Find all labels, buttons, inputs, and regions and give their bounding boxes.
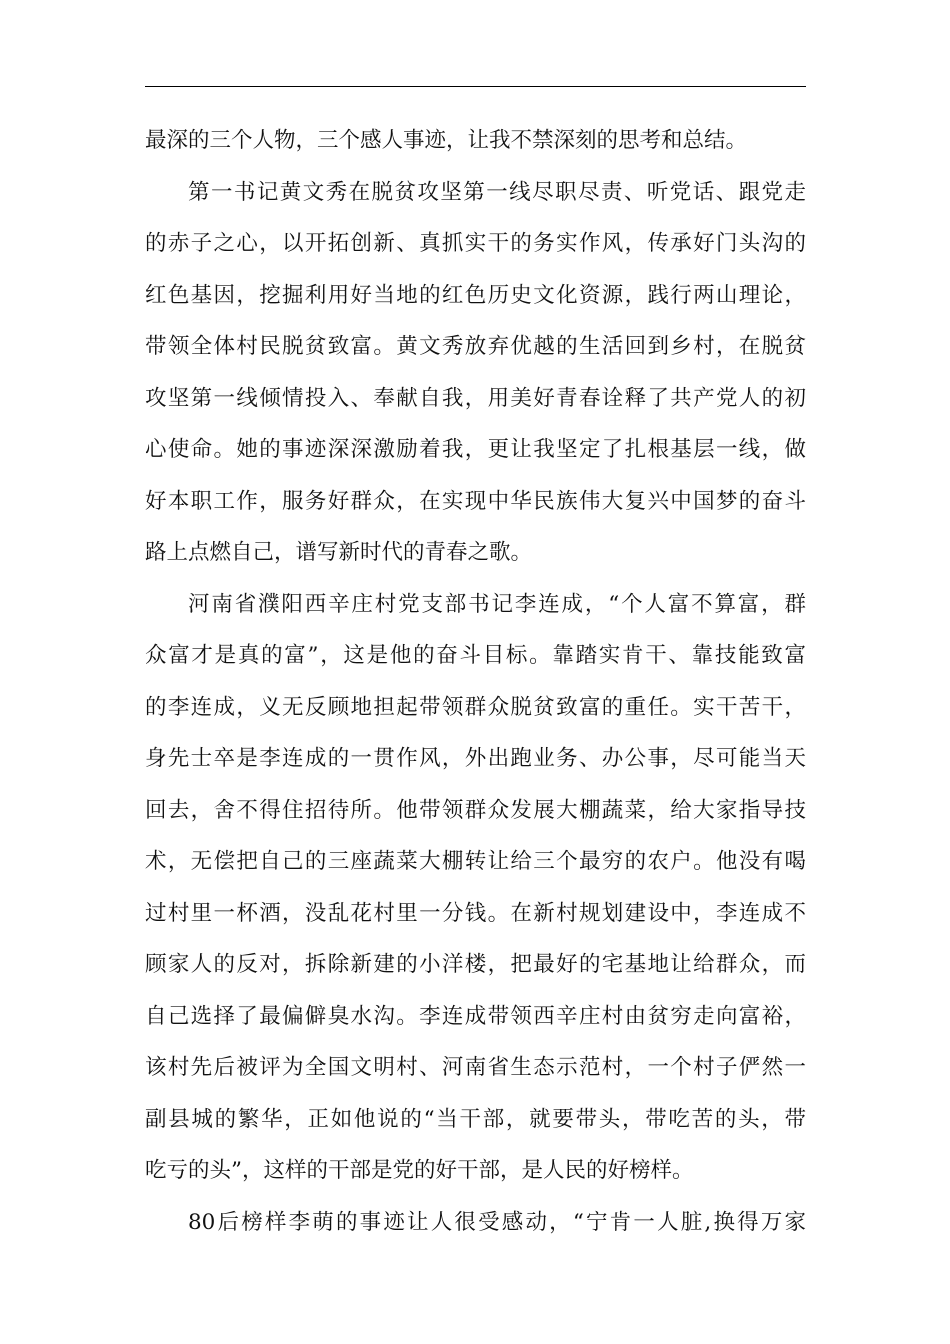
text-line: 最深的三个人物，三个感人事迹，让我不禁深刻的思考和总结。 xyxy=(145,128,748,153)
text-line: 回去，舍不得住招待所。他带领群众发展大棚蔬菜，给大家指导技 xyxy=(145,797,806,823)
text-line: 该村先后被评为全国文明村、河南省生态示范村，一个村子俨然一 xyxy=(145,1055,806,1080)
text-line: 众富才是真的富”，这是他的奋斗目标。靠踏实肯干、靠技能致富 xyxy=(145,643,806,668)
text-line: 副县城的繁华，正如他说的“当干部，就要带头，带吃苦的头，带 xyxy=(145,1106,806,1132)
text-line: 过村里一杯酒，没乱花村里一分钱。在新村规划建设中，李连成不 xyxy=(145,900,806,926)
text-line: 攻坚第一线倾情投入、奉献自我，用美好青春诠释了共产党人的初 xyxy=(145,385,806,411)
header-rule xyxy=(145,86,806,87)
text-line: 顾家人的反对，拆除新建的小洋楼，把最好的宅基地让给群众，而 xyxy=(145,952,806,977)
text-line: 身先士卒是李连成的一贯作风，外出跑业务、办公事，尽可能当天 xyxy=(145,746,806,771)
text-line: 的赤子之心，以开拓创新、真抓实干的务实作风，传承好门头沟的 xyxy=(145,231,806,256)
text-line: 红色基因，挖掘利用好当地的红色历史文化资源，践行两山理论， xyxy=(145,282,806,308)
text-line: 好本职工作，服务好群众，在实现中华民族伟大复兴中国梦的奋斗 xyxy=(145,488,806,514)
body-text xyxy=(145,115,806,1248)
text-line: 的李连成，义无反顾地担起带领群众脱贫致富的重任。实干苦干， xyxy=(145,694,806,720)
text-line: 路上点燃自己，谱写新时代的青春之歌。 xyxy=(145,540,533,565)
text-line: 心使命。她的事迹深深激励着我，更让我坚定了扎根基层一线，做 xyxy=(145,437,806,462)
text-line: 第一书记黄文秀在脱贫攻坚第一线尽职尽责、听党话、跟党走 xyxy=(188,179,806,205)
text-line: 80后榜样李萌的事迹让人很受感动，“宁肯一人脏,换得万家 xyxy=(188,1209,806,1235)
text-line: 自己选择了最偏僻臭水沟。李连成带领西辛庄村由贫穷走向富裕， xyxy=(145,1003,806,1029)
text-line: 带领全体村民脱贫致富。黄文秀放弃优越的生活回到乡村，在脱贫 xyxy=(145,334,806,359)
text-line: 术，无偿把自己的三座蔬菜大棚转让给三个最穷的农户。他没有喝 xyxy=(145,849,806,874)
text-line: 河南省濮阳西辛庄村党支部书记李连成，“个人富不算富，群 xyxy=(188,591,806,617)
text-line: 吃亏的头”，这样的干部是党的好干部，是人民的好榜样。 xyxy=(145,1158,694,1183)
